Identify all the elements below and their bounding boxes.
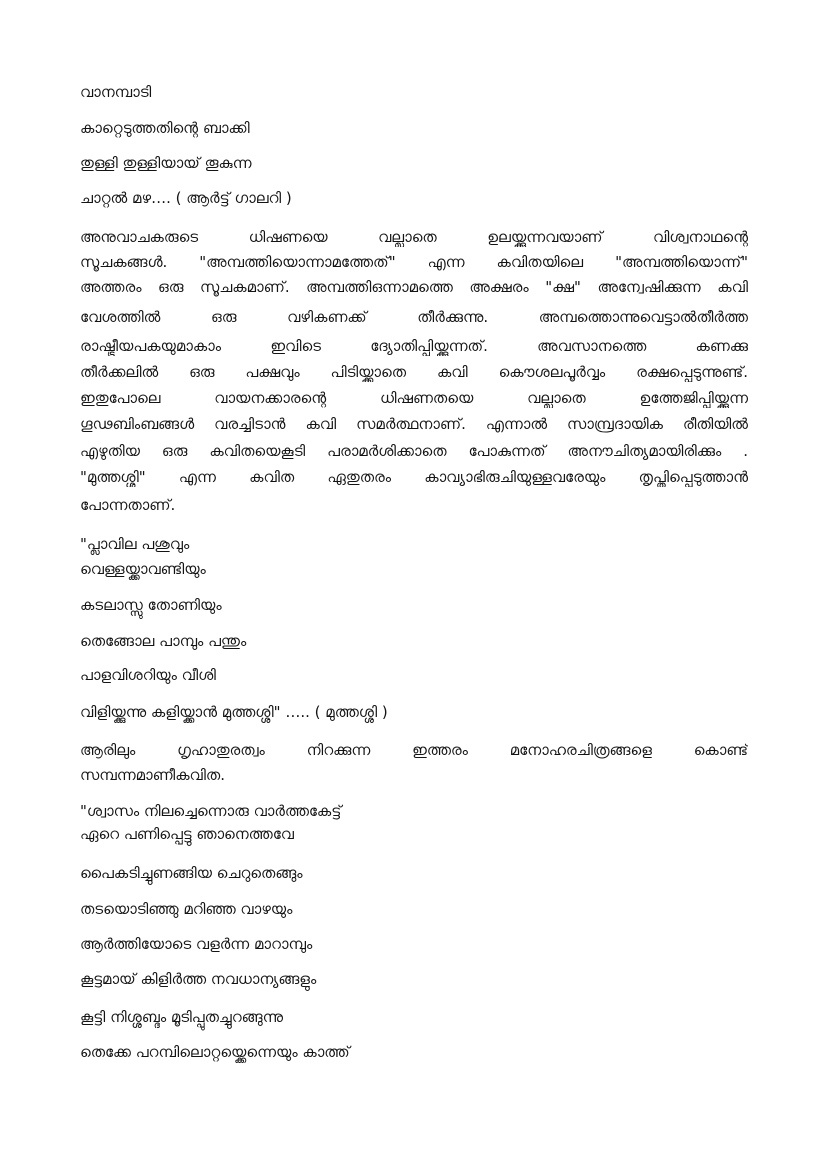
- paragraph-line: ആരിലും ഗൃഹാതുരത്വം നിറക്കുന്ന ഇത്തരം മനോഹരചിത്രങ്ങളെ കൊണ്ട്: [80, 741, 748, 759]
- poem-line: പാളവിശറിയും വീശി: [80, 666, 216, 684]
- poem-line: കടലാസ്സു തോണിയും: [80, 596, 222, 614]
- poem-line: "ശ്വാസം നിലച്ചെന്നൊരു വാർത്തകേട്ട്: [80, 802, 342, 820]
- paragraph-line: അത്തരം ഒരു സൂചകമാണ്. അമ്പത്തിഒന്നാമത്തെ അക്ഷരം "ക്ഷ" അന്വേഷിക്കുന്ന കവി: [80, 278, 748, 296]
- paragraph-line: പോന്നതാണ്.: [80, 496, 176, 514]
- poem-line: ആർത്തിയോടെ വളർന്ന മാറാമ്പും: [80, 935, 313, 953]
- poem-line: കാറ്റെടുത്തതിന്റെ ബാക്കി: [80, 119, 250, 137]
- paragraph-line: എഴുതിയ ഒരു കവിതയെകൂടി പരാമർശിക്കാതെ പോകുന്നത് അനൗചിത്യമായിരിക്കും .: [80, 442, 748, 460]
- poem-line: തെങ്ങോല പാമ്പും പന്തും: [80, 632, 247, 650]
- paragraph-line: തീർക്കലിൽ ഒരു പക്ഷവും പിടിയ്ക്കാതെ കവി കൌശലപൂർവ്വം രക്ഷപ്പെടുന്നുണ്ട്.: [80, 363, 748, 381]
- paragraph-line: ഇതുപോലെ വായനക്കാരന്റെ ധിഷണതയെ വല്ലാതെ ഉത്തേജിപ്പിയ്ക്കുന്ന: [80, 389, 748, 407]
- poem-line: പൈകടിച്ചുണങ്ങിയ ചെറുതെങ്ങും: [80, 864, 303, 882]
- poem-line: ചാറ്റൽ മഴ…. ( ആർട്ട് ഗാലറി ): [80, 189, 292, 207]
- poem-line: കൂട്ടമായ് കിളിർത്ത നവധാന്യങ്ങളും: [80, 970, 317, 988]
- paragraph-line: സമ്പന്നമാണീകവിത.: [80, 766, 226, 784]
- poem-line: വെള്ളയ്ക്കാവണ്ടിയും: [80, 560, 206, 578]
- poem-line: തുള്ളി തുള്ളിയായ് തൂകുന്ന: [80, 154, 252, 172]
- poem-line: വാനമ്പാടി: [80, 83, 152, 101]
- poem-line: വിളിയ്ക്കുന്നു കളിയ്ക്കാൻ മുത്തശ്ശി" ….. ( മുത്തശ്ശി ): [80, 703, 388, 721]
- paragraph-line: രാഷ്ട്രീയപകയുമാകാം ഇവിടെ ദ്യോതിപ്പിയ്ക്കുന്നത്. അവസാനത്തെ കണക്കു: [80, 337, 748, 355]
- paragraph-line: സൂചകങ്ങൾ. "അമ്പത്തിയൊന്നാമത്തേത്" എന്ന കവിതയിലെ "അമ്പത്തിയൊന്ന്": [80, 253, 748, 271]
- poem-line: തടയൊടിഞ്ഞു മറിഞ്ഞ വാഴയും: [80, 900, 293, 918]
- poem-line: കൂട്ടി നിശ്ശബ്ദം മൂടിപ്പുതച്ചുറങ്ങുന്നു: [80, 1008, 284, 1026]
- paragraph-line: അനുവാചകരുടെ ധിഷണയെ വല്ലാതെ ഉലയ്ക്കുന്നവയാണ് വിശ്വനാഥന്റെ: [80, 228, 748, 246]
- poem-line: ഏറെ പണിപ്പെട്ടു ഞാനെത്തവേ: [80, 825, 294, 843]
- paragraph-line: വേശത്തിൽ ഒരു വഴികണക്ക് തീർക്കുന്നു. അമ്പത്തൊന്നുവെട്ടാൽതീർത്ത: [80, 308, 748, 326]
- poem-line: "പ്ലാവില പശുവും: [80, 535, 190, 553]
- paragraph-line: ഗൂഢബിംബങ്ങൾ വരച്ചിടാൻ കവി സമർത്ഥനാണ്. എന്നാൽ സാമ്പ്രദായിക രീതിയിൽ: [80, 415, 748, 433]
- poem-line: തെക്കേ പറമ്പിലൊറ്റയ്ക്കെന്നെയും കാത്ത്: [80, 1043, 350, 1061]
- paragraph-line: "മുത്തശ്ശി" എന്ന കവിത ഏതുതരം കാവ്യാഭിരുചിയുള്ളവരേയും തൃപ്തിപ്പെടുത്താൻ: [80, 468, 748, 486]
